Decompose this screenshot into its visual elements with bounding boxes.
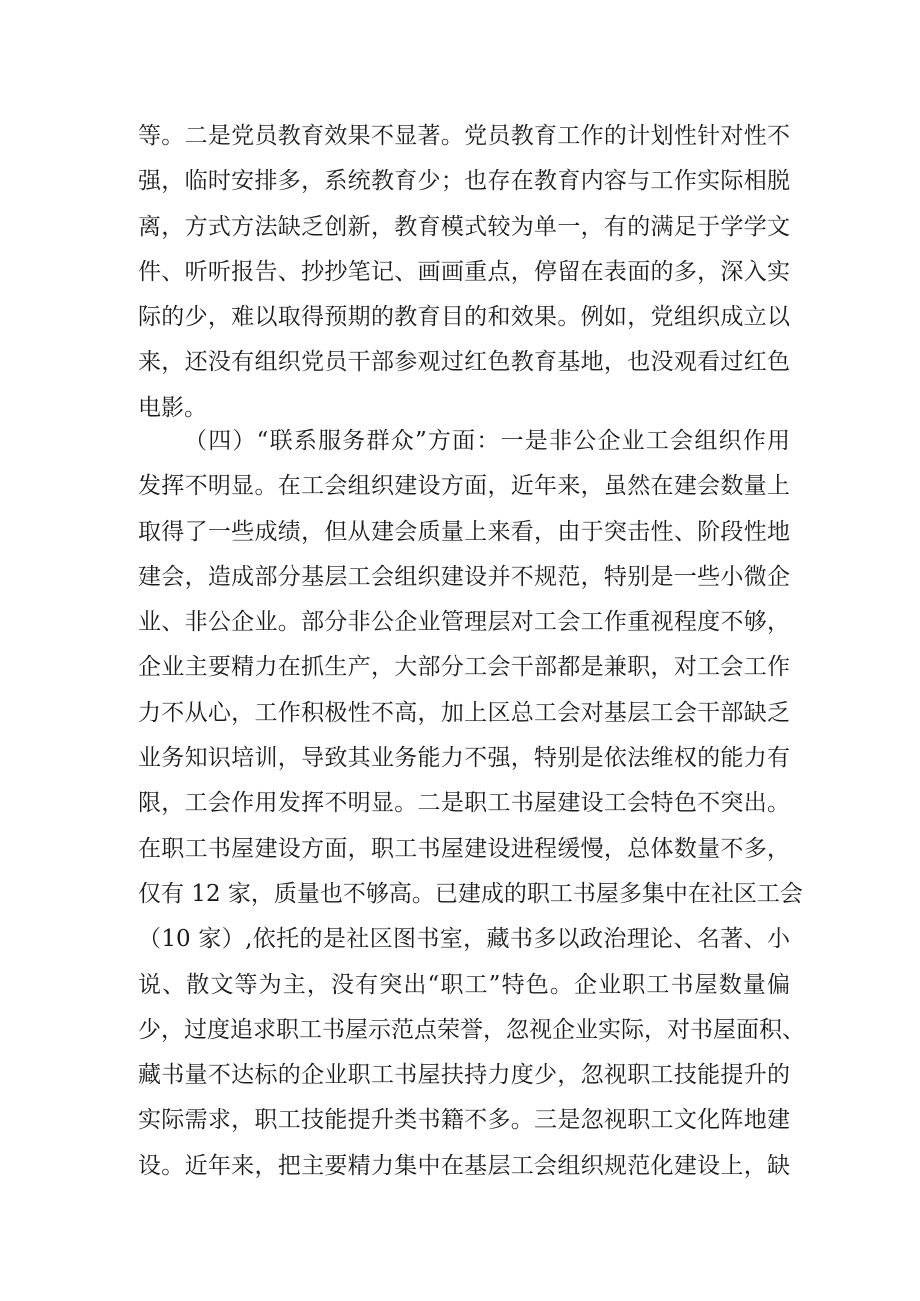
- text-line: 实际需求，职工技能提升类书籍不多。三是忽视职工文化阵地建: [138, 1107, 790, 1134]
- text-line: 说、散文等为主，没有突出“职工”特色。企业职工书屋数量偏: [138, 971, 790, 998]
- text-line: 件、听听报告、抄抄笔记、画画重点，停留在表面的多，深入实: [138, 258, 790, 285]
- section-heading-line: （四）“联系服务群众”方面：一是非公企业工会组织作用: [184, 428, 790, 454]
- text-line: 仅有 12 家，质量也不够高。已建成的职工书屋多集中在社区工会: [138, 880, 803, 907]
- text-line: 离，方式方法缺乏创新，教育模式较为单一，有的满足于学学文: [138, 213, 790, 240]
- text-line: 取得了一些成绩，但从建会质量上来看，由于突击性、阶段性地: [138, 518, 790, 545]
- paragraph-serving-masses: [138, 419, 805, 1189]
- text-line: 设。近年来，把主要精力集中在基层工会组织规范化建设上，缺: [138, 1152, 790, 1179]
- text-line: 际的少，难以取得预期的教育目的和效果。例如，党组织成立以: [138, 304, 790, 331]
- text-line: 业务知识培训，导致其业务能力不强，特别是依法维权的能力有: [138, 745, 790, 772]
- text-line: 业、非公企业。部分非公企业管理层对工会工作重视程度不够，: [138, 609, 790, 636]
- text-line: 在职工书屋建设方面，职工书屋建设进程缓慢，总体数量不多，: [138, 835, 790, 862]
- text-line: 少，过度追求职工书屋示范点荣誉，忽视企业实际，对书屋面积、: [138, 1016, 805, 1043]
- text-line: 力不从心，工作积极性不高，加上区总工会对基层工会干部缺乏: [138, 699, 790, 726]
- text-line: 电影。: [138, 394, 207, 421]
- text-line: 企业主要精力在抓生产，大部分工会干部都是兼职，对工会工作: [138, 654, 790, 681]
- paragraph-party-education: [138, 114, 790, 431]
- text-line: 发挥不明显。在工会组织建设方面，近年来，虽然在建会数量上: [138, 473, 790, 500]
- text-line: 限，工会作用发挥不明显。二是职工书屋建设工会特色不突出。: [138, 790, 790, 817]
- text-line: 建会，造成部分基层工会组织建设并不规范，特别是一些小微企: [138, 563, 790, 590]
- text-line: 来，还没有组织党员干部参观过红色教育基地，也没观看过红色: [138, 349, 790, 376]
- text-line: 等。二是党员教育效果不显著。党员教育工作的计划性针对性不: [138, 123, 790, 149]
- text-line: 强，临时安排多，系统教育少；也存在教育内容与工作实际相脱: [138, 168, 790, 195]
- text-line: （10 家）,依托的是社区图书室，藏书多以政治理论、名著、小: [138, 926, 790, 953]
- text-line: 藏书量不达标的企业职工书屋扶持力度少，忽视职工技能提升的: [138, 1062, 790, 1089]
